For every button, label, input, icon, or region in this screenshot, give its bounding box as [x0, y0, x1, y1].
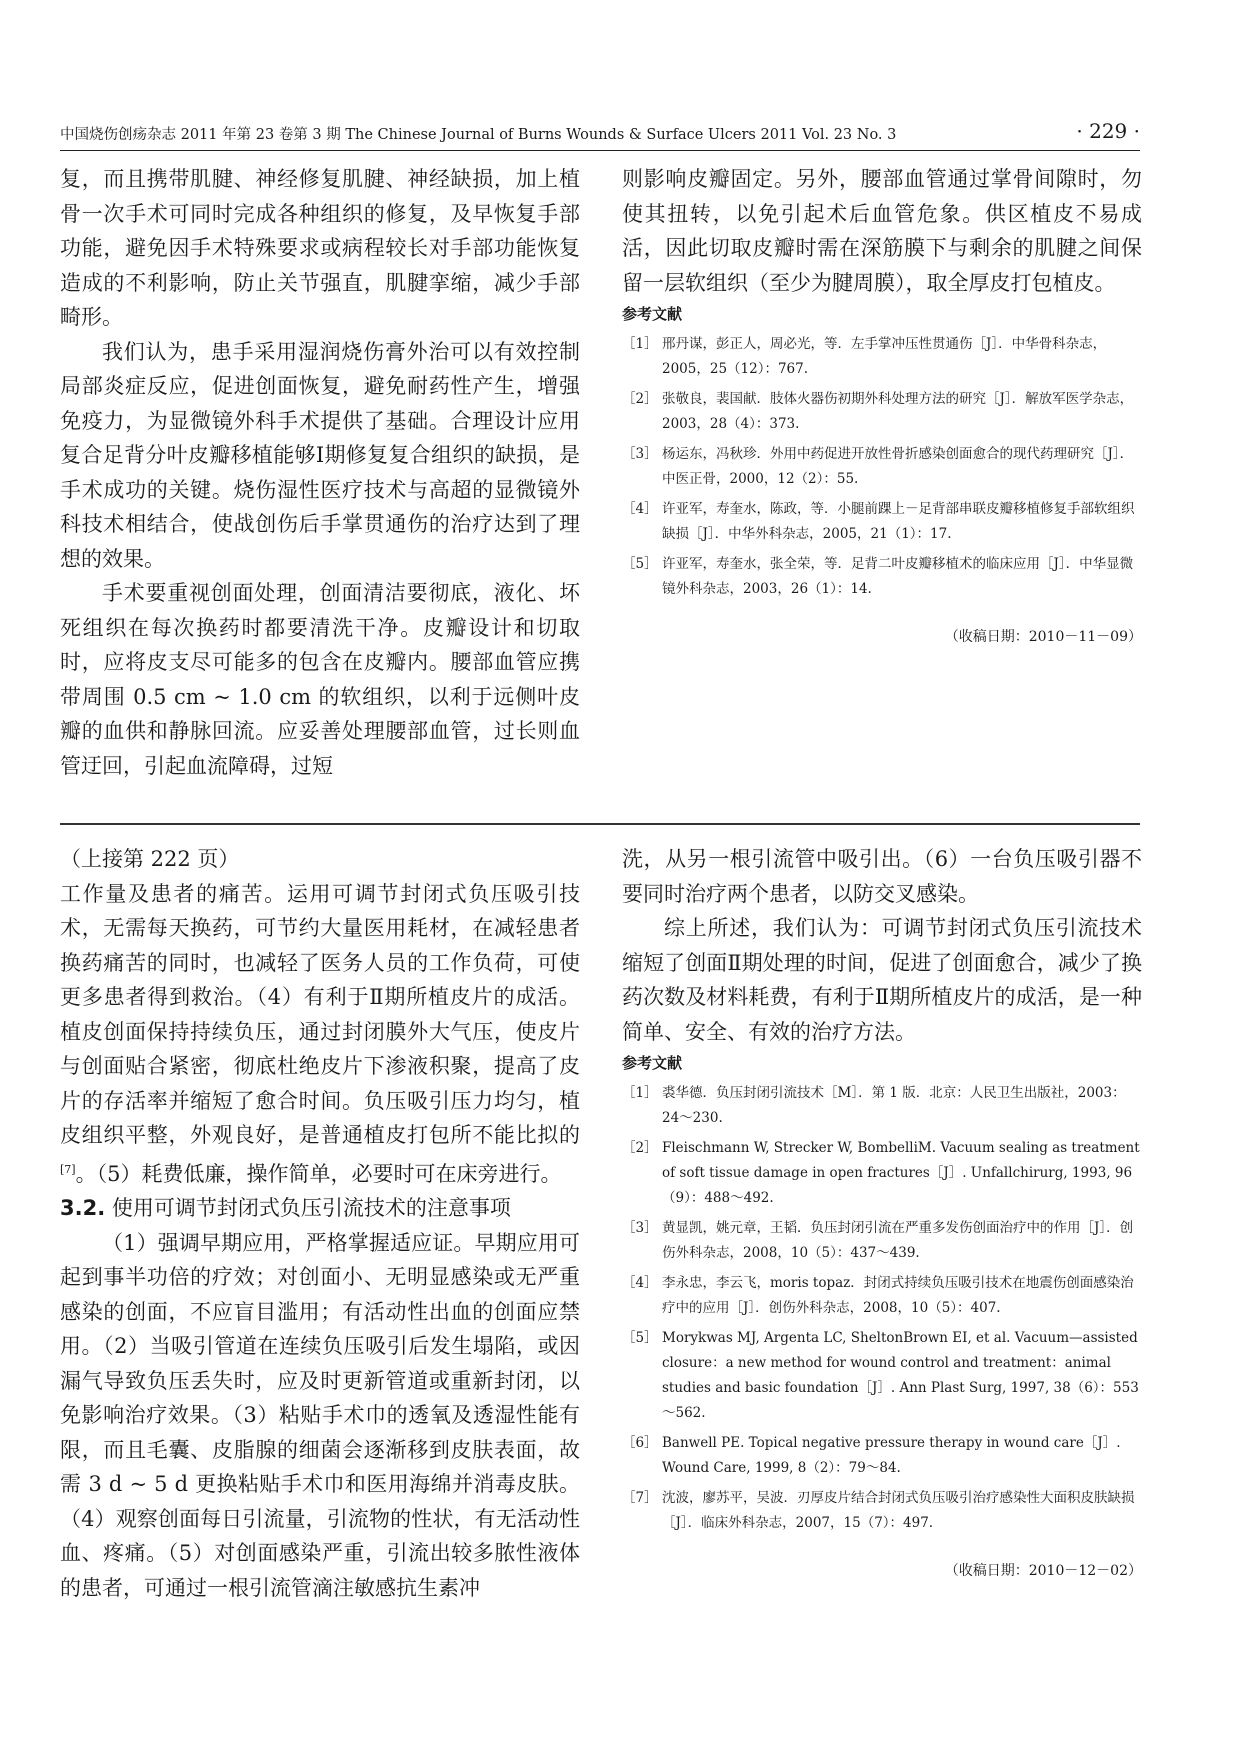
section-number: 3.2. [60, 1196, 106, 1220]
reference-number: ［3］ [622, 1220, 658, 1236]
body-paragraph [60, 877, 580, 1192]
section-heading [60, 1191, 580, 1226]
page-number: · 229 · [1076, 122, 1140, 143]
reference-item [622, 1216, 1142, 1266]
reference-text: Morykwas MJ, Argenta LC, SheltonBrown EI, et al. Vacuum—assisted closure：a new method for wound control and treatment：animal studies and basic foundation［J］. Ann Plast Surg, 1997, 38（6）：553～562. [662, 1330, 1139, 1421]
body-paragraph: 手术要重视创面处理，创面清洁要彻底，液化、坏死组织在每次换药时都要清洗干净。皮瓣设计和切取时，应将皮支尽可能多的包含在皮瓣内。腰部血管应携带周围 0.5 cm ~ 1.0 cm 的软组织，以利于远侧叶皮瓣的血供和静脉回流。应妥善处理腰部血管，过长则血管迂回，引起血流障碍，过短 [60, 581, 580, 778]
reference-item [622, 1271, 1142, 1321]
continued-from-note: （上接第 222 页） [60, 847, 240, 871]
header-rule [60, 150, 1140, 151]
top-right-column [622, 162, 1142, 812]
reference-item [622, 1326, 1142, 1426]
reference-text: 沈波，廖苏平，吴波．刃厚皮片结合封闭式负压吸引治疗感染性大面积皮肤缺损［J］．临床外科杂志，2007，15（7）：497. [662, 1490, 1135, 1531]
reference-item [622, 497, 1142, 547]
body-text-run: 。（5）耗费低廉，操作简单，必要时可在床旁进行。 [75, 1161, 562, 1186]
journal-header-line: 中国烧伤创疡杂志 2011 年第 23 卷第 3 期 The Chinese Journal of Burns Wounds & Surface Ulcers 2011 Vol. 23 No. 3 [60, 127, 897, 143]
top-left-column [60, 162, 580, 812]
reference-number: ［3］ [622, 446, 658, 462]
body-paragraph: 洗，从另一根引流管中吸引出。（6）一台负压吸引器不要同时治疗两个患者，以防交叉感染。 [622, 847, 1142, 906]
reference-text: 邢丹谋，彭正人，周必光，等．左手掌冲压性贯通伤［J］．中华骨科杂志，2005，25（12）：767. [662, 336, 1107, 377]
body-paragraph: 综上所述，我们认为：可调节封闭式负压引流技术缩短了创面Ⅱ期处理的时间，促进了创面愈合，减少了换药次数及材料耗费，有利于Ⅱ期所植皮片的成活，是一种简单、安全、有效的治疗方法。 [622, 916, 1142, 1044]
reference-item [622, 442, 1142, 492]
body-paragraph: 复，而且携带肌腱、神经修复肌腱、神经缺损，加上植骨一次手术可同时完成各种组织的修复，及早恢复手部功能，避免因手术特殊要求或病程较长对手部功能恢复造成的不利影响，防止关节强直，肌腱挛缩，减少手部畸形。 [60, 167, 580, 329]
article-divider [60, 823, 1140, 825]
references-heading: 参考文献 [622, 305, 683, 323]
reference-list [622, 332, 1142, 602]
reference-number: ［5］ [622, 556, 658, 572]
reference-item [622, 387, 1142, 437]
reference-item [622, 1486, 1142, 1536]
reference-number: ［5］ [622, 1330, 658, 1346]
received-date: （收稿日期：2010－11－09） [944, 629, 1142, 645]
body-paragraph: （1）强调早期应用，严格掌握适应证。早期应用可起到事半功倍的疗效；对创面小、无明显感染或无严重感染的创面，不应盲目滥用；有活动性出血的创面应禁用。（2）当吸引管道在连续负压吸引后发生塌陷，或因漏气导致负压丢失时，应及时更新管道或重新封闭，以免影响治疗效果。（3）粘贴手术巾的透氧及透湿性能有限，而且毛囊、皮脂腺的细菌会逐渐移到皮肤表面，故需 3 d ~ 5 d 更换粘贴手术巾和医用海绵并消毒皮肤。（4）观察创面每日引流量，引流物的性状，有无活动性血、疼痛。（5）对创面感染严重，引流出较多脓性液体的患者，可通过一根引流管滴注敏感抗生素冲 [60, 1230, 580, 1600]
reference-number: ［1］ [622, 1085, 658, 1101]
reference-text: 许亚军，寿奎水，陈政，等．小腿前踝上－足背部串联皮瓣移植修复手部软组织缺损［J］．中华外科杂志，2005，21（1）：17. [662, 501, 1135, 542]
references-heading: 参考文献 [622, 1054, 683, 1072]
body-paragraph: 我们认为，患手采用湿润烧伤膏外治可以有效控制局部炎症反应，促进创面恢复，避免耐药性产生，增强免疫力，为显微镜外科手术提供了基础。合理设计应用复合足背分叶皮瓣移植能够Ⅰ期修复复合组织的缺损，是手术成功的关键。烧伤湿性医疗技术与高超的显微镜外科技术相结合，使战创伤后手掌贯通伤的治疗达到了理想的效果。 [60, 339, 580, 571]
running-header [60, 122, 1140, 148]
reference-text: 杨运东，冯秋珍．外用中药促进开放性骨折感染创面愈合的现代药理研究［J］．中医正骨，2000，12（2）：55. [662, 446, 1134, 487]
reference-list [622, 1081, 1142, 1536]
reference-text: 张敬良，裴国献．肢体火器伤初期外科处理方法的研究［J］．解放军医学杂志，2003，28（4）：373. [662, 391, 1134, 432]
reference-text: Banwell PE. Topical negative pressure therapy in wound care［J］. Wound Care, 1999, 8（2）：79～84. [662, 1435, 1121, 1476]
reference-number: ［7］ [622, 1490, 658, 1506]
body-paragraph: 则影响皮瓣固定。另外，腰部血管通过掌骨间隙时，勿使其扭转，以免引起术后血管危象。供区植皮不易成活，因此切取皮瓣时需在深筋膜下与剩余的肌腱之间保留一层软组织（至少为腱周膜），取全厚皮打包植皮。 [622, 167, 1142, 295]
reference-number: ［2］ [622, 391, 658, 407]
reference-number: ［6］ [622, 1435, 658, 1451]
bottom-right-column [622, 842, 1142, 1742]
reference-item [622, 552, 1142, 602]
reference-item [622, 1136, 1142, 1211]
reference-text: Fleischmann W, Strecker W, BombelliM. Vacuum sealing as treatment of soft tissue damage in open fractures［J］. Unfallchirurg, 1993, 96（9）：488～492. [662, 1140, 1140, 1206]
reference-text: 裘华德．负压封闭引流技术［M］．第 1 版．北京：人民卫生出版社，2003：24～230. [662, 1085, 1126, 1126]
reference-item [622, 1081, 1142, 1131]
bottom-left-column [60, 842, 580, 1742]
reference-number: ［4］ [622, 1275, 658, 1291]
reference-number: ［2］ [622, 1140, 658, 1156]
reference-text: 黄显凯，姚元章，王韬．负压封闭引流在严重多发伤创面治疗中的作用［J］．创伤外科杂志，2008，10（5）：437～439. [662, 1220, 1134, 1261]
reference-text: 许亚军，寿奎水，张全荣，等．足背二叶皮瓣移植术的临床应用［J］．中华显微镜外科杂志，2003，26（1）：14. [662, 556, 1134, 597]
reference-number: ［1］ [622, 336, 658, 352]
reference-item [622, 332, 1142, 382]
reference-number: ［4］ [622, 501, 658, 517]
body-text-run: 工作量及患者的痛苦。运用可调节封闭式负压吸引技术，无需每天换药，可节约大量医用耗材，在减轻患者换药痛苦的同时，也减轻了医务人员的工作负荷，可使更多患者得到救治。（4）有利于Ⅱ期所植皮片的成活。植皮创面保持持续负压，通过封闭膜外大气压，使皮片与创面贴合紧密，彻底杜绝皮片下渗液积聚，提高了皮片的存活率并缩短了愈合时间。负压吸引压力均匀，植皮组织平整，外观良好，是普通植皮打包所不能比拟的 [60, 881, 580, 1147]
received-date: （收稿日期：2010－12－02） [944, 1563, 1142, 1579]
citation-mark: [7] [60, 1162, 76, 1176]
reference-item [622, 1431, 1142, 1481]
reference-text: 李永忠，李云飞，moris topaz．封闭式持续负压吸引技术在地震伤创面感染治疗中的应用［J］．创伤外科杂志，2008，10（5）：407. [662, 1275, 1134, 1316]
section-title: 使用可调节封闭式负压引流技术的注意事项 [111, 1196, 511, 1220]
